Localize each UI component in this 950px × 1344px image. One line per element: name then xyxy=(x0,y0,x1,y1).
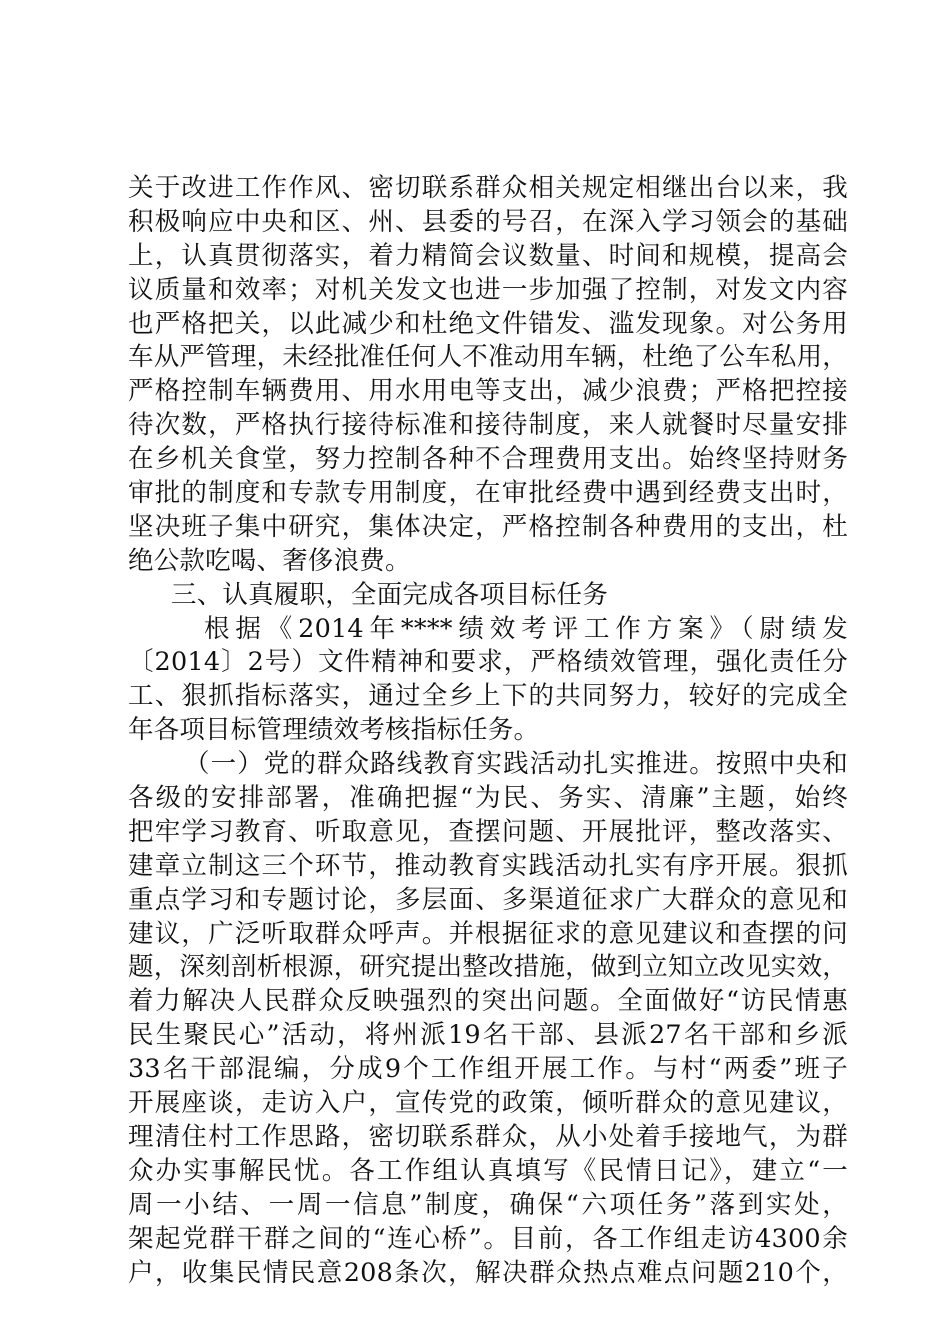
text-line: 工、狠抓指标落实，通过全乡上下的共同努力，较好的完成全 xyxy=(128,681,848,712)
text-line: 议质量和效率；对机关发文也进一步加强了控制，对发文内容 xyxy=(128,274,848,305)
text-line: 题，深刻剖析根源，研究提出整改措施，做到立知立改见实效， xyxy=(128,952,848,983)
text-line: 绝公款吃喝、奢侈浪费。 xyxy=(128,545,411,576)
text-line: 〔2014〕2号）文件精神和要求，严格绩效管理，强化责任分 xyxy=(128,647,848,678)
text-line: 开展座谈，走访入户，宣传党的政策，倾听群众的意见建议， xyxy=(128,1088,848,1119)
text-line: 户，收集民情民意208条次，解决群众热点难点问题210个， xyxy=(128,1257,848,1288)
text-line: 建议，广泛听取群众呼声。并根据征求的意见建议和查摆的问 xyxy=(128,918,848,949)
text-line: 民生聚民心”活动，将州派19名干部、县派27名干部和乡派 xyxy=(128,1020,848,1051)
text-line: 重点学习和专题讨论，多层面、多渠道征求广大群众的意见和 xyxy=(128,884,848,915)
text-line: 理清住村工作思路，密切联系群众，从小处着手接地气，为群 xyxy=(128,1121,848,1152)
document-body xyxy=(128,172,848,1290)
text-line: 待次数，严格执行接待标准和接待制度，来人就餐时尽量安排 xyxy=(128,410,848,441)
text-line: 车从严管理，未经批准任何人不准动用车辆，杜绝了公车私用， xyxy=(128,342,848,373)
text-line: 众办实事解民忧。各工作组认真填写《民情日记》，建立“一 xyxy=(128,1155,848,1186)
text-line: 关于改进工作作风、密切联系群众相关规定相继出台以来，我 xyxy=(128,173,848,203)
text-line: 周一小结、一周一信息”制度，确保“六项任务”落到实处， xyxy=(128,1189,848,1220)
text-line: 在乡机关食堂，努力控制各种不合理费用支出。始终坚持财务 xyxy=(128,444,848,475)
text-line: 坚决班子集中研究，集体决定，严格控制各种费用的支出，杜 xyxy=(128,511,848,542)
text-line: 也严格把关，以此减少和杜绝文件错发、滥发现象。对公务用 xyxy=(128,308,848,339)
subsection-heading-line: （一）党的群众路线教育实践活动扎实推进。按照中央和 xyxy=(184,749,848,780)
text-line: 建章立制这三个环节，推动教育实践活动扎实有序开展。狠抓 xyxy=(128,850,848,881)
text-line: 严格控制车辆费用、用水用电等支出，减少浪费；严格把控接 xyxy=(128,376,848,407)
text-line: 33名干部混编，分成9个工作组开展工作。与村“两委”班子 xyxy=(128,1054,848,1085)
text-line: 根据《2014年****绩效考评工作方案》（尉绩发 xyxy=(204,613,848,644)
text-line: 审批的制度和专款专用制度，在审批经费中遇到经费支出时， xyxy=(128,478,848,509)
text-line: 各级的安排部署，准确把握“为民、务实、清廉”主题，始终 xyxy=(128,783,848,814)
text-line: 着力解决人民群众反映强烈的突出问题。全面做好“访民情惠 xyxy=(128,986,848,1017)
text-line: 年各项目标管理绩效考核指标任务。 xyxy=(128,715,540,746)
text-line: 把牢学习教育、听取意见，查摆问题、开展批评，整改落实、 xyxy=(128,816,848,847)
section-heading: 三、认真履职，全面完成各项目标任务 xyxy=(171,579,608,610)
text-line: 架起党群干群之间的“连心桥”。目前，各工作组走访4300余 xyxy=(128,1223,848,1254)
text-line: 积极响应中央和区、州、县委的号召，在深入学习领会的基础 xyxy=(128,206,848,237)
text-line: 上，认真贯彻落实，着力精简会议数量、时间和规模，提高会 xyxy=(128,240,848,271)
